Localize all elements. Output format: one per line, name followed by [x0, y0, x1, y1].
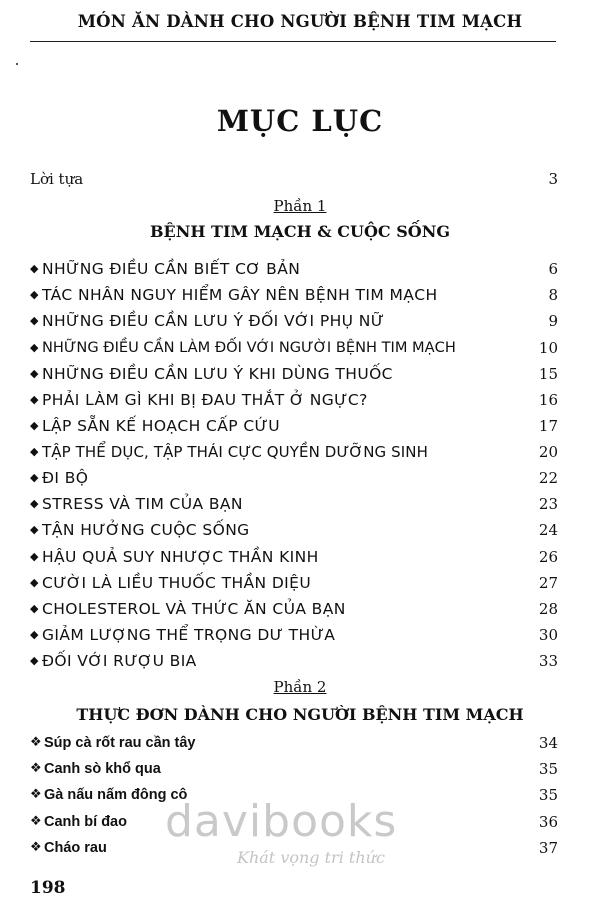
part-1-label: Phần 1 — [273, 197, 327, 215]
toc-entry — [30, 731, 558, 755]
diamond-bullet-icon: ◆ — [30, 419, 39, 432]
diamond-bullet-icon: ◆ — [30, 445, 39, 458]
toc-entry-page: 6 — [548, 260, 558, 278]
toc-entry-page: 36 — [538, 813, 558, 831]
toc-entry-label: PHẢI LÀM GÌ KHI BỊ ĐAU THẮT Ở NGỰC? — [42, 391, 368, 409]
toc-entry-label: TẬP THỂ DỤC, TẬP THÁI CỰC QUYỀN DƯỠNG SINH — [42, 443, 428, 461]
toc-entry-page: 33 — [538, 652, 558, 670]
diamond-bullet-icon: ◆ — [30, 628, 39, 641]
diamond-bullet-icon: ◆ — [30, 471, 39, 484]
open-diamond-bullet-icon: ❖ — [30, 814, 42, 829]
toc-entry-page: 24 — [538, 521, 558, 539]
toc-entry-label: NHỮNG ĐIỀU CẦN LƯU Ý KHI DÙNG THUỐC — [42, 365, 393, 383]
toc-entry-page: 35 — [538, 786, 558, 804]
page-title: MỤC LỤC — [216, 104, 384, 138]
open-diamond-bullet-icon: ❖ — [30, 840, 42, 855]
page-number: 198 — [30, 878, 66, 898]
toc-entry-page: 35 — [538, 760, 558, 778]
diamond-bullet-icon: ◆ — [30, 341, 39, 354]
toc-entry-page: 28 — [538, 600, 558, 618]
diamond-bullet-icon: ◆ — [30, 367, 39, 380]
diamond-bullet-icon: ◆ — [30, 262, 39, 275]
toc-entry-page: 16 — [538, 391, 558, 409]
open-diamond-bullet-icon: ❖ — [30, 735, 42, 750]
toc-entry — [30, 649, 558, 673]
toc-entry — [30, 597, 558, 621]
part-2-title: THỰC ĐƠN DÀNH CHO NGƯỜI BỆNH TIM MẠCH — [76, 705, 524, 724]
watermark-tagline: Khát vọng tri thức — [237, 848, 385, 867]
watermark-brand: davibooks — [165, 796, 398, 847]
part-2-label: Phần 2 — [273, 678, 327, 696]
toc-entry-page: 26 — [538, 548, 558, 566]
toc-entry-label: NHỮNG ĐIỀU CẦN BIẾT CƠ BẢN — [42, 260, 301, 278]
toc-entry-page: 17 — [538, 417, 558, 435]
running-header: MÓN ĂN DÀNH CHO NGƯỜI BỆNH TIM MẠCH — [77, 12, 523, 31]
diamond-bullet-icon: ◆ — [30, 602, 39, 615]
part-1-title: BỆNH TIM MẠCH & CUỘC SỐNG — [150, 222, 450, 241]
toc-entry-page: 30 — [538, 626, 558, 644]
toc-entry-label: Canh sò khổ qua — [44, 761, 161, 777]
toc-entry — [30, 388, 558, 412]
toc-entry-page: 23 — [538, 495, 558, 513]
toc-entry-label: Cháo rau — [44, 840, 107, 856]
toc-entry — [30, 440, 558, 464]
toc-entry-label: Gà nấu nấm đông cô — [44, 787, 188, 803]
toc-entry-label: CHOLESTEROL VÀ THỨC ĂN CỦA BẠN — [42, 600, 346, 618]
toc-entry-label: ĐI BỘ — [42, 469, 89, 487]
toc-entry — [30, 283, 558, 307]
toc-entry-label: STRESS VÀ TIM CỦA BẠN — [42, 495, 243, 513]
toc-entry-page: 27 — [538, 574, 558, 592]
diamond-bullet-icon: ◆ — [30, 393, 39, 406]
toc-entry-label: TẬN HƯỞNG CUỘC SỐNG — [42, 521, 250, 539]
diamond-bullet-icon: ◆ — [30, 576, 39, 589]
toc-entry — [30, 466, 558, 490]
toc-entry-label: GIẢM LƯỢNG THỂ TRỌNG DƯ THỪA — [42, 626, 336, 644]
diamond-bullet-icon: ◆ — [30, 314, 39, 327]
toc-entry — [30, 623, 558, 647]
diamond-bullet-icon: ◆ — [30, 550, 39, 563]
toc-entry — [30, 336, 558, 360]
toc-entry-page: 9 — [548, 312, 558, 330]
toc-entry-page: 37 — [538, 839, 558, 857]
toc-entry-label: Canh bí đao — [44, 814, 127, 830]
toc-entry-label: Lời tựa — [30, 170, 84, 188]
toc-entry-page: 8 — [548, 286, 558, 304]
toc-entry-label: NHỮNG ĐIỀU CẦN LƯU Ý ĐỐI VỚI PHỤ NỮ — [42, 312, 385, 330]
toc-entry — [30, 518, 558, 542]
toc-entry — [30, 545, 558, 569]
toc-entry — [30, 757, 558, 781]
diamond-bullet-icon: ◆ — [30, 288, 39, 301]
toc-entry-page: 3 — [548, 170, 558, 188]
toc-entry-page: 22 — [538, 469, 558, 487]
margin-speck — [16, 63, 18, 65]
toc-entry-preface — [30, 170, 558, 192]
toc-entry — [30, 362, 558, 386]
toc-entry-label: Súp cà rốt rau cần tây — [44, 735, 196, 751]
diamond-bullet-icon: ◆ — [30, 523, 39, 536]
toc-entry — [30, 492, 558, 516]
toc-entry — [30, 414, 558, 438]
open-diamond-bullet-icon: ❖ — [30, 787, 42, 802]
toc-entry — [30, 257, 558, 281]
diamond-bullet-icon: ◆ — [30, 654, 39, 667]
toc-entry-page: 10 — [538, 339, 558, 357]
diamond-bullet-icon: ◆ — [30, 497, 39, 510]
toc-entry-label: TÁC NHÂN NGUY HIỂM GÂY NÊN BỆNH TIM MẠCH — [42, 286, 438, 304]
toc-entry-label: LẬP SẴN KẾ HOẠCH CẤP CỨU — [42, 417, 280, 435]
toc-entry — [30, 309, 558, 333]
toc-entry-label: HẬU QUẢ SUY NHƯỢC THẦN KINH — [42, 548, 319, 566]
toc-entry-page: 15 — [538, 365, 558, 383]
toc-entry-page: 34 — [538, 734, 558, 752]
toc-entry — [30, 571, 558, 595]
header-rule — [30, 41, 556, 42]
open-diamond-bullet-icon: ❖ — [30, 761, 42, 776]
toc-entry-label: ĐỐI VỚI RƯỢU BIA — [42, 652, 197, 670]
toc-entry-label: CƯỜI LÀ LIỀU THUỐC THẦN DIỆU — [42, 574, 312, 592]
toc-entry-label: NHỮNG ĐIỀU CẦN LÀM ĐỐI VỚI NGƯỜI BỆNH TIM MẠCH — [42, 339, 456, 356]
toc-entry-page: 20 — [538, 443, 558, 461]
